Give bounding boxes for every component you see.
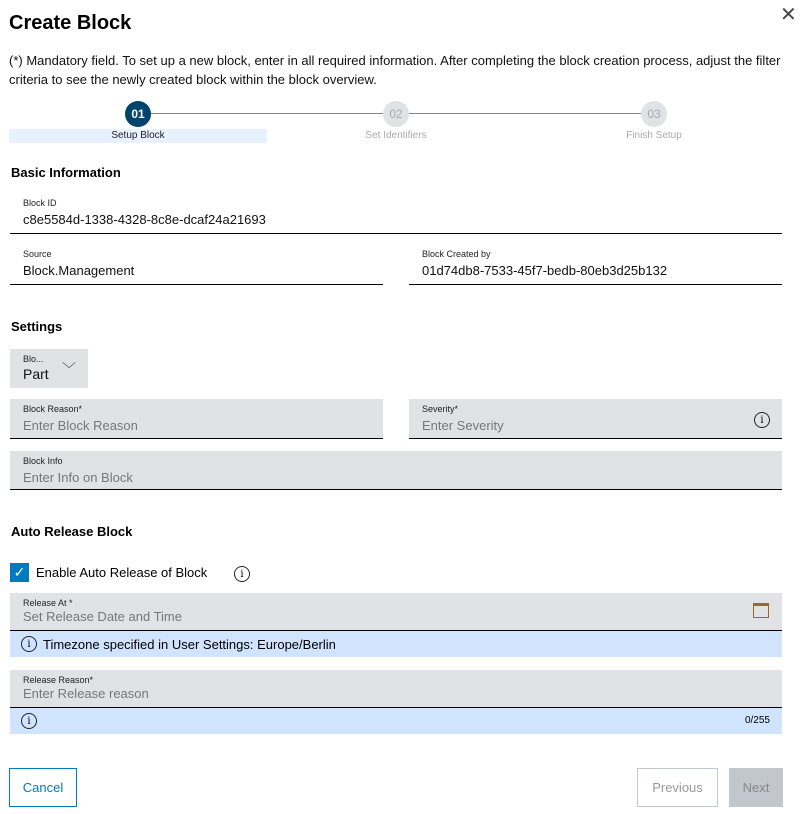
created-by-label: Block Created by	[422, 249, 491, 259]
step-1-circle[interactable]: 01	[125, 101, 151, 127]
info-icon[interactable]: i	[234, 566, 250, 582]
previous-button[interactable]: Previous	[637, 768, 718, 807]
block-info-label: Block Info	[23, 456, 63, 466]
block-reason-placeholder: Enter Block Reason	[23, 418, 138, 433]
step-3-label: Finish Setup	[626, 130, 682, 141]
timezone-note: Timezone specified in User Settings: Europe/Berlin	[43, 636, 336, 652]
block-id-field	[10, 193, 782, 234]
step-3-circle: 03	[641, 101, 667, 127]
source-field	[10, 244, 383, 285]
info-icon: i	[21, 636, 37, 652]
chevron-down-icon: ﹀	[62, 361, 76, 377]
auto-release-heading: Auto Release Block	[11, 524, 133, 539]
auto-release-checkbox[interactable]: ✓	[10, 563, 29, 582]
timezone-info-bar	[10, 631, 782, 657]
block-id-label: Block ID	[23, 198, 57, 208]
block-type-dropdown[interactable]	[10, 349, 88, 388]
source-value: Block.Management	[23, 263, 135, 278]
step-connector	[151, 113, 383, 114]
basic-info-heading: Basic Information	[11, 165, 121, 180]
release-reason-input[interactable]	[10, 670, 782, 708]
block-reason-input[interactable]	[10, 399, 383, 439]
block-reason-label: Block Reason*	[23, 404, 83, 414]
created-by-value: 01d74db8-7533-45f7-bedb-80eb3d25b132	[422, 263, 668, 278]
severity-placeholder: Enter Severity	[422, 418, 504, 433]
close-icon[interactable]: ✕	[780, 4, 797, 26]
dialog-title: Create Block	[9, 12, 132, 34]
settings-heading: Settings	[11, 319, 63, 334]
step-connector	[409, 113, 641, 114]
created-by-field	[409, 244, 782, 285]
release-reason-helper-bar	[10, 708, 782, 734]
block-info-placeholder: Enter Info on Block	[23, 470, 133, 485]
block-type-value: Part	[23, 366, 49, 382]
block-info-input[interactable]	[10, 451, 782, 490]
severity-input[interactable]	[409, 399, 782, 439]
character-counter: 0/255	[744, 715, 770, 726]
release-at-placeholder: Set Release Date and Time	[23, 609, 182, 624]
cancel-button[interactable]: Cancel	[9, 768, 77, 807]
severity-label: Severity*	[422, 404, 459, 414]
block-type-label: Blo...	[23, 354, 44, 364]
calendar-icon[interactable]	[753, 603, 769, 618]
auto-release-checkbox-label[interactable]: Enable Auto Release of Block	[36, 565, 208, 580]
next-button[interactable]: Next	[729, 768, 783, 807]
release-at-label: Release At *	[23, 598, 73, 608]
source-label: Source	[23, 249, 52, 259]
release-reason-placeholder: Enter Release reason	[23, 686, 149, 701]
step-2-label: Set Identifiers	[365, 130, 427, 141]
block-id-value: c8e5584d-1338-4328-8c8e-dcaf24a21693	[23, 212, 266, 227]
step-2-circle: 02	[383, 101, 409, 127]
step-1-label: Setup Block	[111, 130, 165, 141]
release-reason-label: Release Reason*	[23, 675, 94, 685]
release-at-input[interactable]	[10, 593, 782, 631]
dialog-description: (*) Mandatory field. To set up a new block, enter in all required information. After completing the block creation process, adjust the filter criteria to see the newly created block within the block overview.	[9, 53, 781, 87]
info-icon: i	[21, 713, 37, 729]
info-icon[interactable]: i	[754, 412, 770, 428]
